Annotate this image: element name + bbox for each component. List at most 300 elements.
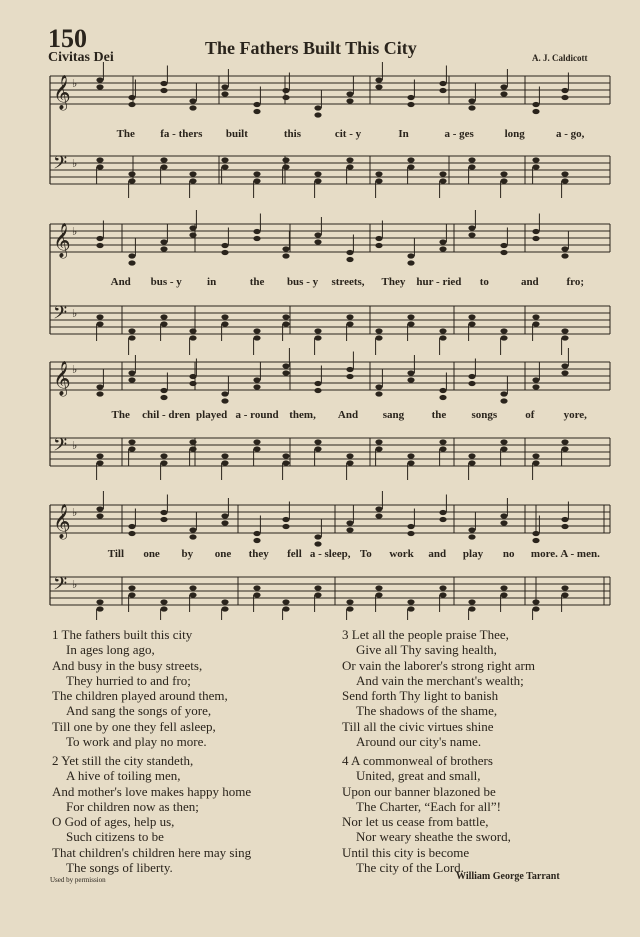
lyric-syllable: songs — [471, 409, 498, 421]
note-head — [468, 232, 475, 237]
note-head — [314, 541, 321, 546]
note-head — [375, 236, 382, 241]
note-head — [532, 109, 539, 114]
note-head — [128, 171, 135, 176]
note-head — [407, 253, 414, 258]
note-head — [439, 585, 446, 590]
bass-clef-icon: 𝄢 — [53, 435, 68, 460]
note-head — [407, 453, 414, 458]
note-head — [282, 599, 289, 604]
lyric-syllable: A - men. — [560, 548, 600, 560]
note-head — [561, 517, 568, 522]
note-head — [407, 260, 414, 265]
note-head — [500, 171, 507, 176]
note-head — [282, 370, 289, 375]
note-head — [314, 105, 321, 110]
lyric-syllable: the — [249, 276, 265, 288]
lyric-syllable: The — [116, 128, 135, 140]
note-head — [346, 257, 353, 262]
note-head — [314, 381, 321, 386]
note-head — [439, 178, 446, 183]
note-head — [96, 84, 103, 89]
lyric-syllable: a - round — [235, 409, 279, 421]
flat-icon: ♭ — [72, 225, 78, 238]
note-head — [282, 524, 289, 529]
note-head — [128, 592, 135, 597]
note-head — [375, 446, 382, 451]
note-head — [468, 314, 475, 319]
lyric-syllable: they — [248, 548, 269, 560]
note-head — [221, 243, 228, 248]
note-head — [346, 91, 353, 96]
note-head — [561, 178, 568, 183]
note-head — [189, 105, 196, 110]
flat-icon: ♭ — [72, 439, 78, 452]
note-head — [221, 314, 228, 319]
note-head — [189, 439, 196, 444]
verse-line: Or vain the laborer's strong right arm — [342, 657, 535, 673]
note-head — [532, 606, 539, 611]
note-head — [500, 328, 507, 333]
note-head — [189, 527, 196, 532]
verse-line: Give all Thy saving health, — [356, 642, 497, 658]
note-head — [468, 164, 475, 169]
note-head — [314, 171, 321, 176]
note-head — [128, 446, 135, 451]
flat-icon: ♭ — [72, 506, 78, 519]
treble-clef-icon: 𝄞 — [53, 361, 71, 396]
lyric-syllable: fro; — [566, 276, 585, 288]
lyric-syllable: by — [181, 548, 194, 560]
verse-line: 3 Let all the people praise Thee, — [342, 627, 509, 642]
note-head — [314, 585, 321, 590]
note-head — [561, 95, 568, 100]
note-head — [346, 98, 353, 103]
flat-icon: ♭ — [72, 578, 78, 591]
flat-icon: ♭ — [72, 307, 78, 320]
verse-line: The Charter, “Each for all”! — [356, 798, 501, 814]
note-head — [221, 513, 228, 518]
note-head — [128, 531, 135, 536]
note-head — [96, 77, 103, 82]
verse-line: And sang the songs of yore, — [66, 703, 212, 719]
lyric-syllable: and — [520, 276, 539, 288]
lyric-syllable: and — [428, 548, 447, 560]
verse-line: O God of ages, help us, — [52, 814, 175, 830]
lyric-syllable: yore, — [563, 409, 587, 421]
lyric-syllable: The — [111, 409, 130, 421]
verse-line: In ages long ago, — [66, 642, 155, 658]
note-head — [375, 439, 382, 444]
note-head — [532, 531, 539, 536]
note-head — [253, 229, 260, 234]
note-head — [96, 599, 103, 604]
verse-line: And mother's love makes happy home — [52, 783, 252, 799]
note-head — [282, 517, 289, 522]
note-head — [314, 112, 321, 117]
verse-line: The shadows of the shame, — [356, 703, 498, 719]
note-head — [532, 236, 539, 241]
note-head — [346, 520, 353, 525]
note-head — [189, 98, 196, 103]
note-head — [282, 606, 289, 611]
note-head — [346, 321, 353, 326]
note-head — [128, 335, 135, 340]
lyric-syllable: And — [337, 409, 359, 421]
note-head — [221, 84, 228, 89]
note-head — [160, 599, 167, 604]
note-head — [160, 606, 167, 611]
note-head — [500, 243, 507, 248]
note-head — [468, 381, 475, 386]
note-head — [561, 370, 568, 375]
note-head — [253, 335, 260, 340]
note-head — [282, 164, 289, 169]
note-head — [314, 592, 321, 597]
note-head — [253, 585, 260, 590]
note-head — [375, 243, 382, 248]
note-head — [128, 370, 135, 375]
note-head — [128, 102, 135, 107]
verse-line: They hurried to and fro; — [66, 672, 191, 688]
note-head — [561, 246, 568, 251]
note-head — [221, 164, 228, 169]
note-head — [282, 363, 289, 368]
note-head — [253, 538, 260, 543]
verse-line: 4 A commonweal of brothers — [342, 753, 493, 768]
lyric-syllable: a - sleep, — [309, 548, 351, 560]
note-head — [468, 599, 475, 604]
note-head — [500, 520, 507, 525]
note-head — [221, 606, 228, 611]
note-head — [375, 391, 382, 396]
verse-line: 2 Yet still the city standeth, — [52, 753, 194, 768]
note-head — [346, 367, 353, 372]
note-head — [314, 239, 321, 244]
note-head — [128, 439, 135, 444]
note-head — [375, 328, 382, 333]
verse-line: Until this city is become — [342, 844, 470, 860]
note-head — [160, 81, 167, 86]
note-head — [439, 246, 446, 251]
note-head — [96, 243, 103, 248]
note-head — [532, 384, 539, 389]
verse-1 — [52, 627, 228, 749]
bass-clef-icon: 𝄢 — [53, 153, 68, 178]
note-head — [221, 91, 228, 96]
note-head — [468, 105, 475, 110]
note-head — [160, 321, 167, 326]
note-head — [407, 314, 414, 319]
note-head — [128, 328, 135, 333]
note-head — [500, 446, 507, 451]
note-head — [282, 453, 289, 458]
lyric-syllable: play — [462, 548, 484, 560]
note-head — [160, 314, 167, 319]
note-head — [407, 95, 414, 100]
note-head — [160, 239, 167, 244]
note-head — [160, 164, 167, 169]
note-head — [221, 250, 228, 255]
note-head — [561, 88, 568, 93]
note-head — [500, 439, 507, 444]
note-head — [532, 538, 539, 543]
note-head — [96, 314, 103, 319]
note-head — [439, 81, 446, 86]
note-head — [96, 157, 103, 162]
note-head — [314, 388, 321, 393]
note-head — [189, 328, 196, 333]
note-head — [160, 453, 167, 458]
verse-line: For children now as then; — [66, 798, 199, 814]
note-head — [468, 157, 475, 162]
lyric-syllable: no — [502, 548, 515, 560]
verse-line: 1 The fathers built this city — [52, 627, 193, 642]
permission-note: Used by permission — [50, 876, 106, 884]
note-head — [96, 606, 103, 611]
note-head — [407, 370, 414, 375]
note-head — [561, 328, 568, 333]
note-head — [439, 395, 446, 400]
lyric-syllable: a - go, — [556, 128, 585, 140]
note-head — [532, 314, 539, 319]
treble-clef-icon: 𝄞 — [53, 504, 71, 539]
note-head — [160, 395, 167, 400]
verse-line: A hive of toiling men, — [66, 768, 181, 784]
note-head — [221, 398, 228, 403]
lyric-line-2 — [0, 276, 640, 290]
lyric-syllable: bus - y — [286, 276, 319, 288]
note-head — [314, 178, 321, 183]
note-head — [468, 527, 475, 532]
note-head — [375, 77, 382, 82]
note-head — [189, 225, 196, 230]
note-head — [221, 520, 228, 525]
tune-name: Civitas Dei — [48, 50, 114, 65]
lyric-syllable: one — [214, 548, 232, 560]
lyric-syllable: chil - dren — [142, 409, 191, 421]
note-head — [282, 246, 289, 251]
note-head — [314, 232, 321, 237]
note-head — [128, 253, 135, 258]
note-head — [253, 102, 260, 107]
note-head — [407, 531, 414, 536]
note-head — [253, 377, 260, 382]
note-head — [375, 335, 382, 340]
note-head — [407, 599, 414, 604]
lyric-syllable: this — [283, 128, 301, 140]
note-head — [282, 460, 289, 465]
lyric-syllable: work — [389, 548, 414, 560]
verse-4 — [342, 753, 511, 875]
note-head — [314, 446, 321, 451]
lyric-syllable: hur - ried — [416, 276, 462, 288]
note-head — [96, 236, 103, 241]
note-head — [468, 98, 475, 103]
note-head — [407, 102, 414, 107]
note-head — [282, 95, 289, 100]
note-head — [96, 460, 103, 465]
note-head — [561, 439, 568, 444]
note-head — [189, 381, 196, 386]
note-head — [346, 599, 353, 604]
note-head — [96, 391, 103, 396]
note-head — [253, 109, 260, 114]
note-head — [253, 531, 260, 536]
note-head — [468, 225, 475, 230]
lyric-syllable: one — [143, 548, 160, 560]
note-head — [314, 328, 321, 333]
note-head — [346, 606, 353, 611]
verse-line: That children's children here may sing — [52, 844, 252, 860]
note-head — [221, 453, 228, 458]
lyric-syllable: the — [431, 409, 447, 421]
note-head — [407, 157, 414, 162]
note-head — [532, 453, 539, 458]
lyric-syllable: long — [504, 128, 525, 140]
bass-clef-icon: 𝄢 — [53, 303, 68, 328]
note-head — [253, 592, 260, 597]
note-head — [128, 377, 135, 382]
note-head — [253, 171, 260, 176]
note-head — [128, 260, 135, 265]
note-head — [160, 510, 167, 515]
note-head — [468, 460, 475, 465]
note-head — [96, 164, 103, 169]
verse-line: United, great and small, — [356, 768, 481, 784]
lyric-syllable: bus - y — [150, 276, 182, 288]
lyric-syllable: In — [398, 128, 409, 140]
note-head — [439, 439, 446, 444]
note-head — [532, 157, 539, 162]
note-head — [346, 374, 353, 379]
note-head — [346, 164, 353, 169]
note-head — [439, 335, 446, 340]
note-head — [96, 453, 103, 458]
note-head — [346, 460, 353, 465]
lyric-line-1 — [0, 128, 640, 142]
note-head — [253, 178, 260, 183]
note-head — [439, 239, 446, 244]
note-head — [407, 524, 414, 529]
lyric-syllable: And — [110, 276, 131, 288]
note-head — [532, 599, 539, 604]
verse-line: Nor weary sheathe the sword, — [356, 829, 511, 845]
note-head — [407, 460, 414, 465]
note-head — [346, 157, 353, 162]
note-head — [407, 606, 414, 611]
note-head — [160, 517, 167, 522]
note-head — [407, 377, 414, 382]
verse-2 — [52, 753, 251, 875]
lyric-syllable: fa - thers — [160, 128, 203, 140]
note-head — [96, 384, 103, 389]
lyric-syllable: built — [225, 128, 248, 140]
note-head — [468, 534, 475, 539]
note-head — [282, 314, 289, 319]
note-head — [96, 513, 103, 518]
note-head — [375, 585, 382, 590]
note-head — [500, 592, 507, 597]
note-head — [346, 250, 353, 255]
note-head — [561, 592, 568, 597]
verse-3 — [342, 627, 535, 749]
note-head — [314, 439, 321, 444]
note-head — [561, 253, 568, 258]
lyric-syllable: cit - y — [334, 128, 362, 140]
note-head — [439, 510, 446, 515]
note-head — [253, 384, 260, 389]
note-head — [375, 506, 382, 511]
note-head — [561, 524, 568, 529]
note-head — [282, 157, 289, 162]
note-head — [561, 171, 568, 176]
note-head — [532, 377, 539, 382]
note-head — [221, 321, 228, 326]
flat-icon: ♭ — [72, 363, 78, 376]
note-head — [189, 534, 196, 539]
lyric-syllable: Till — [107, 548, 124, 560]
note-head — [500, 391, 507, 396]
flat-icon: ♭ — [72, 157, 78, 170]
note-head — [532, 460, 539, 465]
note-head — [375, 592, 382, 597]
note-head — [532, 164, 539, 169]
note-head — [253, 236, 260, 241]
note-head — [375, 513, 382, 518]
note-head — [346, 314, 353, 319]
note-head — [500, 398, 507, 403]
lyric-syllable: a - ges — [444, 128, 474, 140]
verse-line: Till one by one they fell asleep, — [52, 718, 216, 734]
flat-icon: ♭ — [72, 77, 78, 90]
note-head — [128, 95, 135, 100]
lyric-syllable: played — [196, 409, 228, 421]
lyric-syllable: more. — [530, 548, 558, 560]
note-head — [314, 335, 321, 340]
note-head — [532, 321, 539, 326]
note-head — [221, 157, 228, 162]
lyric-syllable: They — [381, 276, 406, 288]
note-head — [128, 178, 135, 183]
note-head — [221, 599, 228, 604]
note-head — [128, 524, 135, 529]
note-head — [160, 460, 167, 465]
note-head — [346, 527, 353, 532]
note-head — [468, 453, 475, 458]
note-head — [282, 321, 289, 326]
lyric-syllable: sang — [382, 409, 405, 421]
verse-line: The city of the Lord. — [356, 860, 464, 876]
lyric-syllable: of — [525, 409, 535, 421]
verse-line: The children played around them, — [52, 688, 228, 704]
bass-clef-icon: 𝄢 — [53, 574, 68, 599]
note-head — [189, 232, 196, 237]
note-head — [532, 229, 539, 234]
note-head — [160, 388, 167, 393]
note-head — [189, 171, 196, 176]
note-head — [189, 178, 196, 183]
lyric-line-4 — [0, 548, 640, 562]
note-head — [468, 321, 475, 326]
note-head — [189, 585, 196, 590]
treble-clef-icon: 𝄞 — [53, 75, 71, 110]
note-head — [561, 363, 568, 368]
note-head — [439, 88, 446, 93]
note-head — [468, 374, 475, 379]
verse-line: Around our city's name. — [356, 734, 482, 750]
note-head — [500, 513, 507, 518]
